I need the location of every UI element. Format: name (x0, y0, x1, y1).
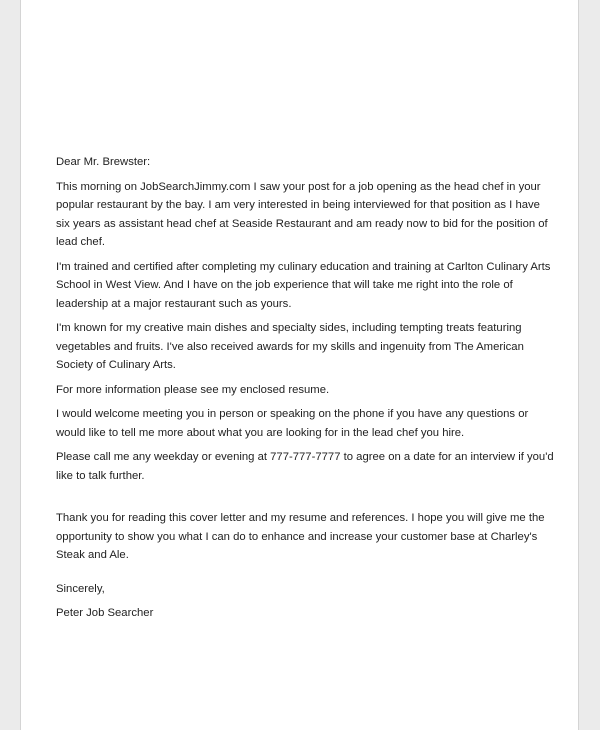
signature: Peter Job Searcher (56, 607, 154, 619)
cover-letter (56, 153, 556, 623)
closing: Sincerely, (56, 582, 105, 595)
paragraph-job-post: This morning on JobSearchJimmy.com I saw your post for a job opening as the head chef in your popular restaurant by the bay. I am very interested in being interviewed for that position as I have six years as assistant head chef at Seaside Restaurant and am ready now to bid for the position of lead chef. (56, 180, 548, 248)
salutation: Dear Mr. Brewster: (56, 156, 151, 168)
paragraph-resume: For more information please see my enclosed resume. (56, 383, 330, 396)
document-page (20, 0, 579, 730)
paragraph-call: Please call me any weekday or evening at 777-777-7777 to agree on a date for an interview if you'd like to talk further. (56, 451, 554, 482)
paragraph-thanks: Thank you for reading this cover letter and my resume and references. I hope you will give me the opportunity to show you what I can do to enhance and increase your customer base at Charley's Steak and Ale. (56, 512, 545, 561)
paragraph-specialties: I'm known for my creative main dishes and specialty sides, including tempting treats featuring vegetables and fruits. I've also received awards for my skills and ingenuity from The American Society of Culinary Arts. (56, 322, 524, 371)
paragraph-training: I'm trained and certified after completing my culinary education and training at Carlton Culinary Arts School in West View. And I have on the job experience that will take me right into the role of leadership at a major restaurant such as yours. (56, 260, 551, 310)
paragraph-meeting: I would welcome meeting you in person or speaking on the phone if you have any questions or would like to tell me more about what you are looking for in the lead chef you hire. (56, 408, 529, 439)
